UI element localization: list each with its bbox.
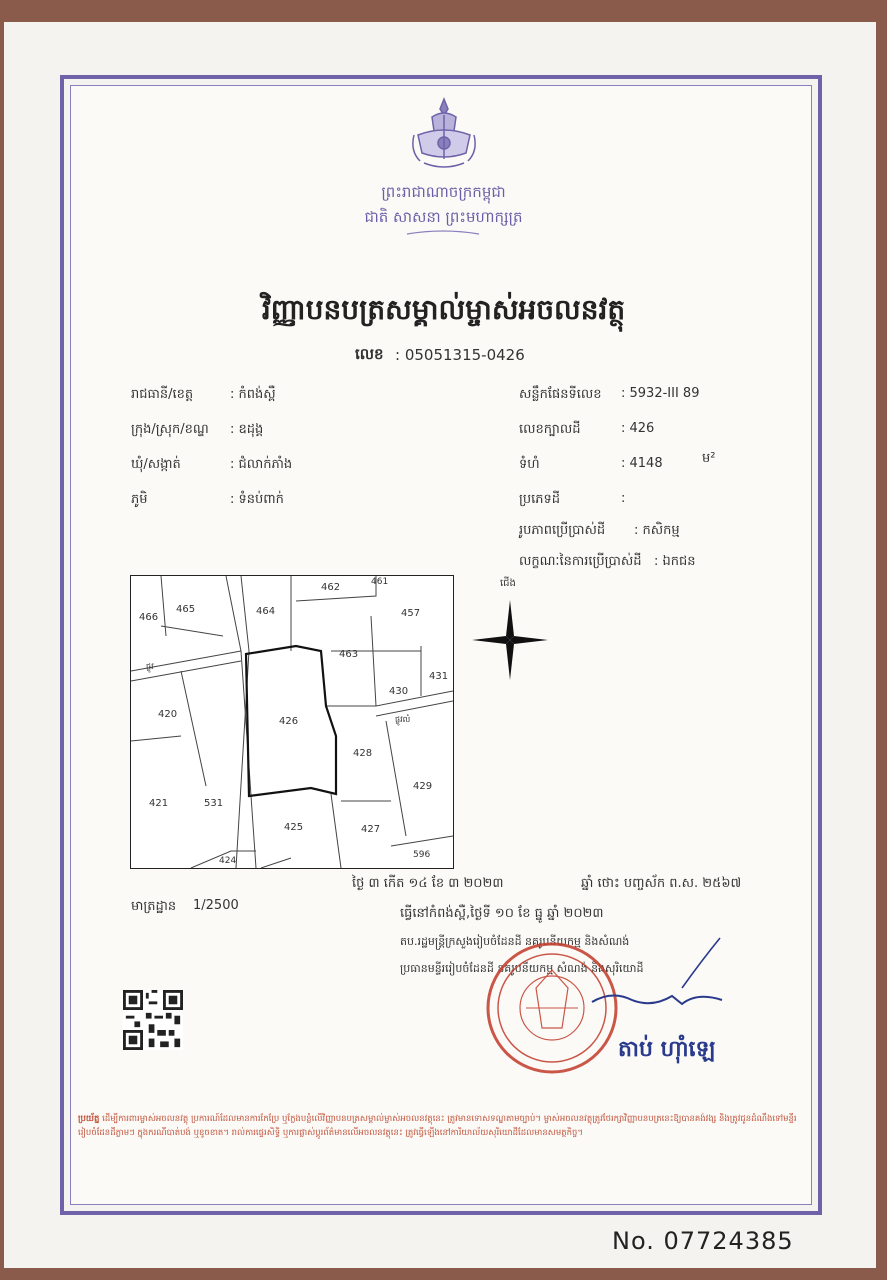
parcel-label: 463 bbox=[339, 649, 359, 660]
province-value: : កំពង់ស្ពឺ bbox=[230, 387, 276, 402]
lunar-year: ឆ្នាំ ថោះ បញ្ចស័ក ព.ស. ២៥៦៧ bbox=[581, 876, 742, 891]
parcel-label: 425 bbox=[284, 822, 304, 833]
serial-number: No. 07724385 bbox=[612, 1227, 794, 1255]
cadastral-map bbox=[130, 575, 454, 869]
kingdom-heading: ព្រះរាជាណាចក្រកម្ពុជា bbox=[381, 183, 506, 201]
land-use-label: រូបភាពប្រើប្រាស់ដី bbox=[519, 523, 606, 538]
parcel-label: 424 bbox=[219, 856, 237, 866]
use-nature-label: លក្ខណៈនៃការប្រើប្រាស់ដី bbox=[519, 554, 642, 569]
district-value: : ឧដុង្គ bbox=[230, 422, 264, 437]
land-type-label: ប្រភេទដី bbox=[519, 492, 561, 507]
document-title: វិញ្ញាបនបត្រសម្គាល់ម្ចាស់អចលនវត្ថុ bbox=[261, 293, 626, 326]
signature-icon bbox=[582, 930, 732, 1020]
qr-code-icon bbox=[123, 990, 183, 1050]
signatory-office: ប្រធានមន្ទីររៀបចំដែនដី នគរូបនីយកម្ម សំណង់ និងសុរិយោដី bbox=[400, 962, 644, 975]
land-use-value: : កសិកម្ម bbox=[634, 523, 680, 538]
ornament-divider-icon bbox=[405, 230, 481, 238]
parcel-label: 462 bbox=[321, 582, 341, 593]
map-sheet-value: : 5932-III 89 bbox=[621, 386, 700, 401]
use-nature-value: : ឯកជន bbox=[654, 554, 696, 569]
village-label: ភូមិ bbox=[131, 492, 148, 507]
parcel-label: 531 bbox=[204, 798, 224, 809]
parcel-label: 430 bbox=[389, 686, 409, 697]
parcel-label: 420 bbox=[158, 709, 178, 720]
parcel-label: 426 bbox=[279, 716, 299, 727]
parcel-label: 466 bbox=[139, 612, 159, 623]
area-label: ទំហំ bbox=[519, 457, 540, 472]
parcel-label: 428 bbox=[353, 748, 373, 759]
parcel-label: 431 bbox=[429, 671, 449, 682]
area-value: : 4148 bbox=[621, 456, 663, 471]
province-label: រាជធានី/ខេត្ត bbox=[131, 387, 194, 402]
warning-text: ដើម្បីការពារម្ចាស់អចលនវត្ថុ ប្រការណ៍ដែលមានការកែប្រែ ឬក្លែងបន្លំលើវិញ្ញាបនបត្រសម្គាល់ម្ចាស់អចលនវត្ថុនេះ ត្រូវមានទោសទណ្ឌតាមច្បាប់។ ម្ចាស់អចលនវត្ថុត្រូវថែរក្សាវិញ្ញាបនបត្រនេះឱ្យបានគង់វង្ស និងត្រូវជូនដំណឹងទៅមន្ទីររៀបចំដែនដីភ្លាមៗ ក្នុងករណីបាត់បង់ ឬខូចខាត។ រាល់ការផ្ទេរសិទ្ធិ ឬការផ្លាស់ប្តូរព័ត៌មានលើអចលនវត្ថុនេះ ត្រូវធ្វើឡើងនៅការិយាល័យសុរិយោដីដែលមានសមត្ថកិច្ច។ bbox=[78, 1114, 797, 1138]
parcel-label: 465 bbox=[176, 604, 196, 615]
village-value: : ទំនប់ពាក់ bbox=[230, 492, 284, 507]
north-arrow-icon bbox=[472, 600, 548, 680]
warning-title: ប្រយ័ត្ន bbox=[78, 1114, 100, 1124]
commune-label: ឃុំ/សង្កាត់ bbox=[131, 457, 181, 472]
commune-value: : ជំលាក់ភាំង bbox=[230, 457, 293, 472]
land-type-value: : bbox=[621, 491, 626, 506]
signatory-title: តប.រដ្ឋមន្ត្រីក្រសួងរៀបចំដែនដី នគរូបនីយកម្ម និងសំណង់ bbox=[400, 935, 630, 948]
parcel-number-label: លេខក្បាលដី bbox=[519, 422, 581, 437]
road-label: ផ្លូវលំ bbox=[395, 715, 411, 724]
legal-warning bbox=[78, 1112, 806, 1202]
document-number-label: លេខ bbox=[355, 345, 384, 363]
parcel-label: 464 bbox=[256, 606, 276, 617]
map-sheet-label: សន្លឹកផែនទីលេខ bbox=[519, 387, 602, 402]
parcel-number-value: : 426 bbox=[621, 421, 655, 436]
area-unit: ម² bbox=[702, 451, 716, 466]
parcel-label: 457 bbox=[401, 608, 421, 619]
signed-date: ធ្វើនៅកំពង់ស្ពឺ,ថ្ងៃទី ១០ ខែ ធ្នូ ឆ្នាំ ២០២៣ bbox=[400, 906, 604, 921]
district-label: ក្រុង/ស្រុក/ខណ្ឌ bbox=[131, 422, 209, 437]
document-number-value: : 05051315-0426 bbox=[395, 346, 525, 364]
motto-heading: ជាតិ សាសនា ព្រះមហាក្សត្រ bbox=[364, 208, 523, 226]
royal-emblem-icon bbox=[404, 95, 484, 173]
road-label: ផ្លូវ bbox=[146, 662, 154, 671]
north-label: ជើង bbox=[500, 578, 516, 589]
parcel-label: 427 bbox=[361, 824, 381, 835]
signatory-name: តាប់ ហ៊ាំឡេ bbox=[618, 1037, 716, 1062]
parcel-label: 461 bbox=[371, 577, 389, 587]
lunar-date: ថ្ងៃ ៣ កើត ១៤ ខែ ៣ ២០២៣ bbox=[352, 876, 504, 891]
parcel-label: 429 bbox=[413, 781, 433, 792]
scale-label: មាត្រដ្ឋាន bbox=[131, 899, 177, 914]
scale-value: 1/2500 bbox=[193, 898, 239, 913]
parcel-label: 421 bbox=[149, 798, 169, 809]
parcel-label: 596 bbox=[413, 850, 431, 860]
